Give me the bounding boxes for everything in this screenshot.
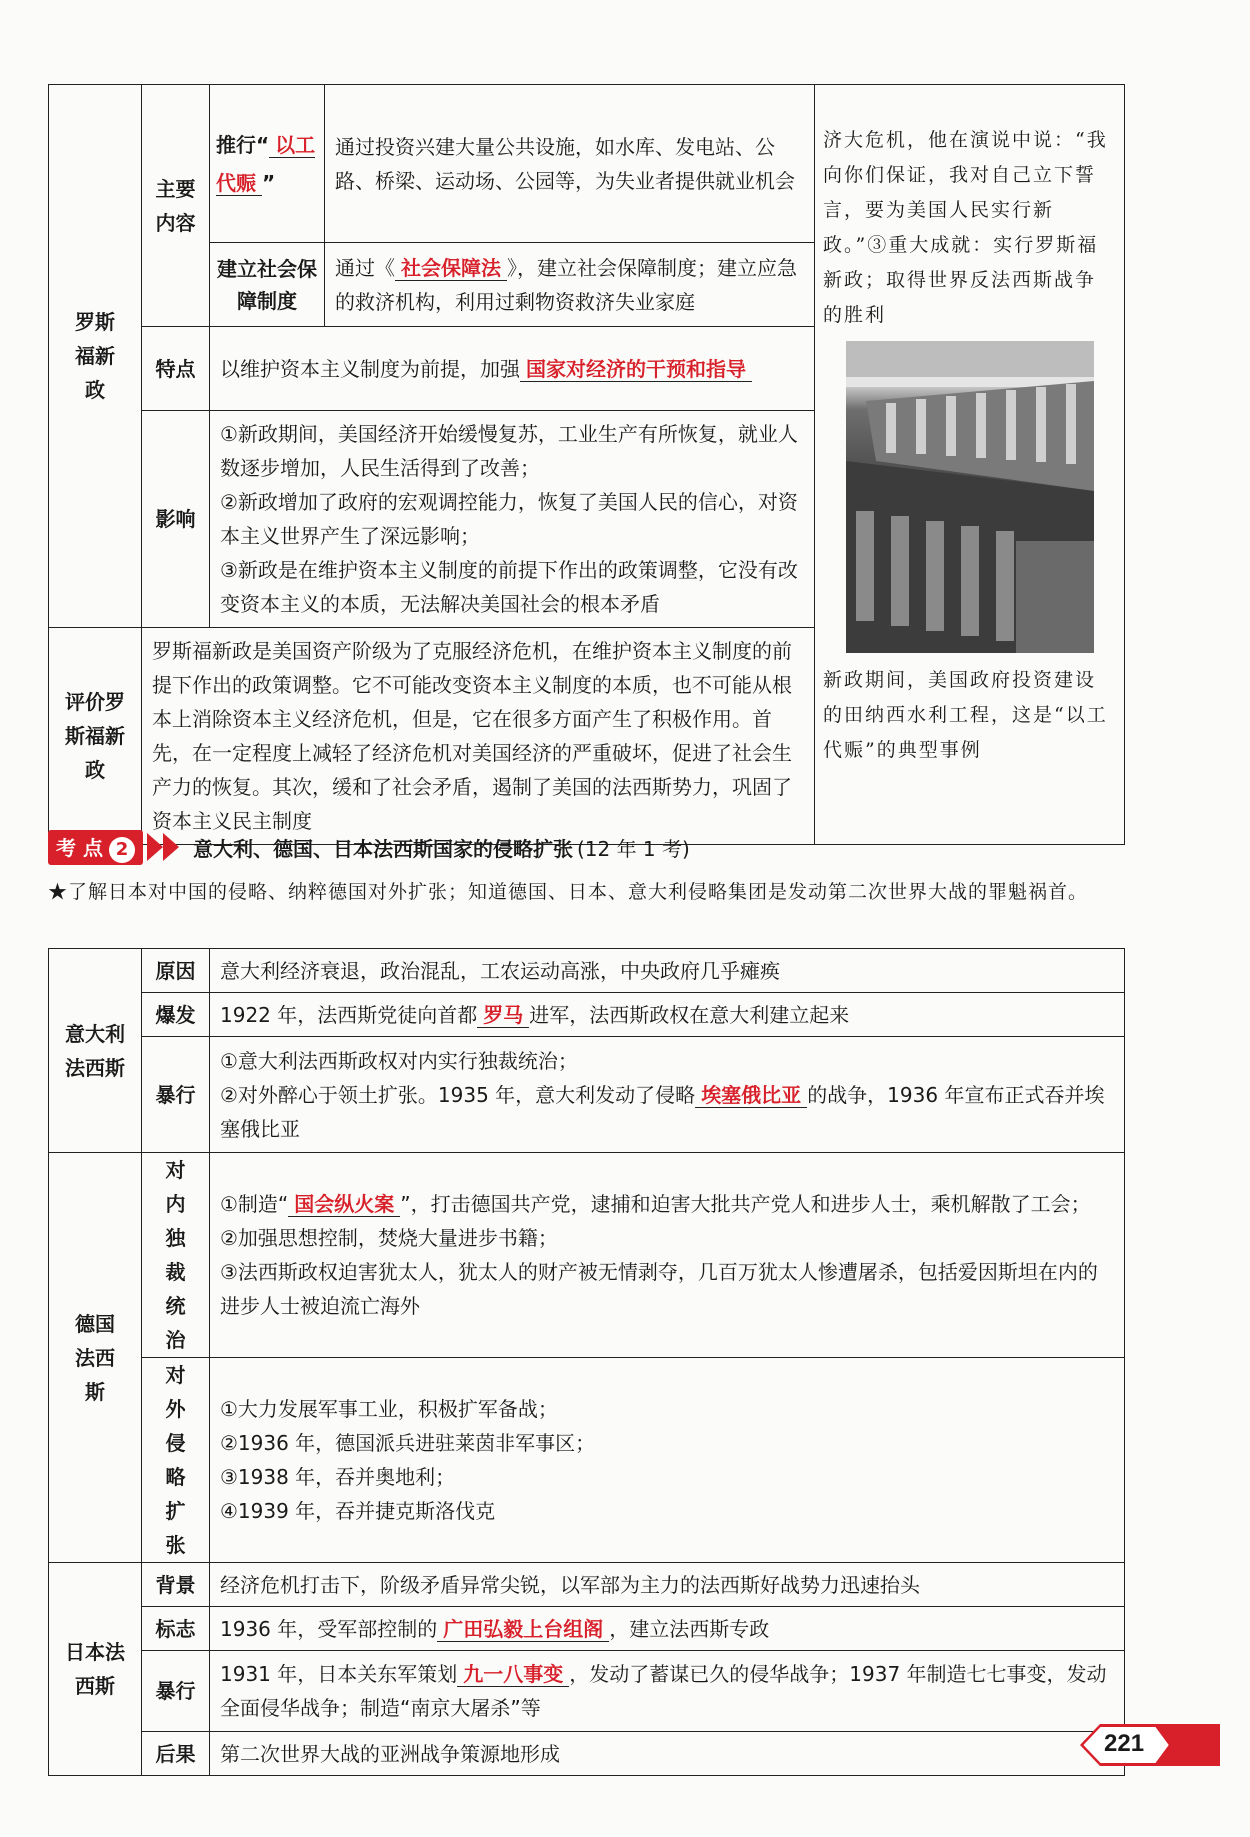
arrow-icon — [163, 833, 179, 861]
kaodian-badge: 考 点 2 — [48, 830, 143, 865]
fascism-table — [48, 948, 1125, 1776]
social-security-text: 通过《 社会保障法 》，建立社会保障制度；建立应急的救济机构，利用过剩物资救济失业家庭 — [325, 243, 815, 327]
answer-mukden-incident: 九一八事变 — [457, 1662, 569, 1687]
page-number-tab — [1070, 1720, 1220, 1770]
answer-rome: 罗马 — [477, 1003, 529, 1028]
content-label: 主要内容 — [142, 85, 210, 327]
germany-domestic-label: 对内独裁统治 — [142, 1153, 210, 1358]
italy-label: 意大利法西斯 — [49, 949, 142, 1153]
japan-symbol-label: 标志 — [142, 1607, 210, 1651]
italy-cause-text: 意大利经济衰退，政治混乱，工农运动高涨，中央政府几乎瘫痪 — [210, 949, 1125, 993]
answer-ethiopia: 埃塞俄比亚 — [695, 1083, 807, 1108]
impact-text: ①新政期间，美国经济开始缓慢复苏，工业生产有所恢复，就业人数逐步增加，人民生活得到了改善； ②新政增加了政府的宏观调控能力，恢复了美国人民的信心，对资本主义世界产生了深远影响； ③新政是在维护资本主义制度的前提下作出的政策调整，它没有改变资本主义的本质，无法解决美国社会的根本矛盾 — [210, 411, 815, 628]
side-text: 济大危机，他在演说中说：“我向你们保证，我对自己立下誓言，要为美国人民实行新政。”③重大成就：实行罗斯福新政；取得世界反法西斯战争的胜利 — [823, 129, 1108, 326]
yigongdaizhen-label: 推行“ 以工代赈 ” — [210, 85, 325, 243]
feature-label: 特点 — [142, 327, 210, 411]
japan-symbol-text: 1936 年，受军部控制的 广田弘毅上台组阁 ，建立法西斯专政 — [210, 1607, 1125, 1651]
feature-text: 以维护资本主义制度为前提，加强 国家对经济的干预和指导 — [210, 327, 815, 411]
social-security-label: 建立社会保障制度 — [210, 243, 325, 327]
italy-outbreak-text: 1922 年，法西斯党徒向首都 罗马 进军，法西斯政权在意大利建立起来 — [210, 993, 1125, 1037]
arrow-icon — [147, 833, 163, 861]
photo-caption: 新政期间，美国政府投资建设的田纳西水利工程，这是“以工代赈”的典型事例 — [823, 669, 1108, 761]
germany-domestic-text: ①制造“ 国会纵火案 ”，打击德国共产党，逮捕和迫害大批共产党人和进步人士，乘机解散了工会； ②加强思想控制，焚烧大量进步书籍； ③法西斯政权迫害犹太人，犹太人的财产被无情剥夺，几百万犹太人惨遭屠杀，包括爱因斯坦在内的进步人士被迫流亡海外 — [210, 1153, 1125, 1358]
japan-atrocity-text: 1931 年，日本关东军策划 九一八事变 ，发动了蓄谋已久的侵华战争；1937 年制造七七事变，发动全面侵华战争；制造“南京大屠杀”等 — [210, 1651, 1125, 1732]
japan-background-label: 背景 — [142, 1563, 210, 1607]
kaodian-note: (12 年 1 考) — [576, 836, 690, 861]
impact-label: 影响 — [142, 411, 210, 628]
germany-foreign-label: 对外侵略扩张 — [142, 1358, 210, 1563]
japan-label: 日本法西斯 — [49, 1563, 142, 1776]
kaodian-title: 意大利、德国、日本法西斯国家的侵略扩张 — [192, 836, 573, 861]
germany-foreign-text: ①大力发展军事工业，积极扩军备战； ②1936 年，德国派兵进驻莱茵非军事区； ③1938 年，吞并奥地利； ④1939 年，吞并捷克斯洛伐克 — [210, 1358, 1125, 1563]
kaodian-number: 2 — [109, 837, 135, 863]
evaluation-text: 罗斯福新政是美国资产阶级为了克服经济危机，在维护资本主义制度的前提下作出的政策调整。它不可能改变资本主义制度的本质，也不可能从根本上消除资本主义经济危机，但是，它在很多方面产生了积极作用。首先，在一定程度上减轻了经济危机对美国经济的严重破坏，促进了社会生产力的恢复。其次，缓和了社会矛盾，遏制了美国的法西斯势力，巩固了资本主义民主制度 — [142, 628, 815, 845]
japan-consequence-label: 后果 — [142, 1732, 210, 1776]
answer-reichstag-fire: 国会纵火案 — [288, 1192, 400, 1217]
new-deal-label: 罗斯福新政 — [49, 85, 142, 628]
side-panel — [815, 85, 1125, 845]
evaluation-label: 评价罗斯福新政 — [49, 628, 142, 845]
dam-illustration — [846, 341, 1094, 653]
italy-atrocity-label: 暴行 — [142, 1037, 210, 1153]
dam-photo — [846, 341, 1094, 653]
answer-state-intervention: 国家对经济的干预和指导 — [520, 357, 752, 382]
answer-hirota-cabinet: 广田弘毅上台组阁 — [437, 1617, 609, 1642]
requirement-text: ★了解日本对中国的侵略、纳粹德国对外扩张；知道德国、日本、意大利侵略集团是发动第二次世界大战的罪魁祸首。 — [48, 881, 1089, 903]
japan-consequence-text: 第二次世界大战的亚洲战争策源地形成 — [210, 1732, 1125, 1776]
italy-cause-label: 原因 — [142, 949, 210, 993]
germany-label: 德国法西斯 — [49, 1153, 142, 1563]
kaodian-header — [48, 830, 1128, 864]
japan-background-text: 经济危机打击下，阶级矛盾异常尖锐，以军部为主力的法西斯好战势力迅速抬头 — [210, 1563, 1125, 1607]
answer-yigongdaizhen: 以工代赈 — [216, 132, 316, 195]
italy-atrocity-text: ①意大利法西斯政权对内实行独裁统治； ②对外醉心于领土扩张。1935 年，意大利发动了侵略 埃塞俄比亚 的战争，1936 年宣布正式吞并埃塞俄比亚 — [210, 1037, 1125, 1153]
new-deal-table — [48, 84, 1125, 845]
page-tab-shape — [1070, 1720, 1220, 1770]
yigongdaizhen-text: 通过投资兴建大量公共设施，如水库、发电站、公路、桥梁、运动场、公园等，为失业者提供就业机会 — [325, 85, 815, 243]
japan-atrocity-label: 暴行 — [142, 1651, 210, 1732]
page-number: 221 — [1104, 1730, 1145, 1757]
answer-social-security-act: 社会保障法 — [395, 256, 507, 281]
italy-outbreak-label: 爆发 — [142, 993, 210, 1037]
